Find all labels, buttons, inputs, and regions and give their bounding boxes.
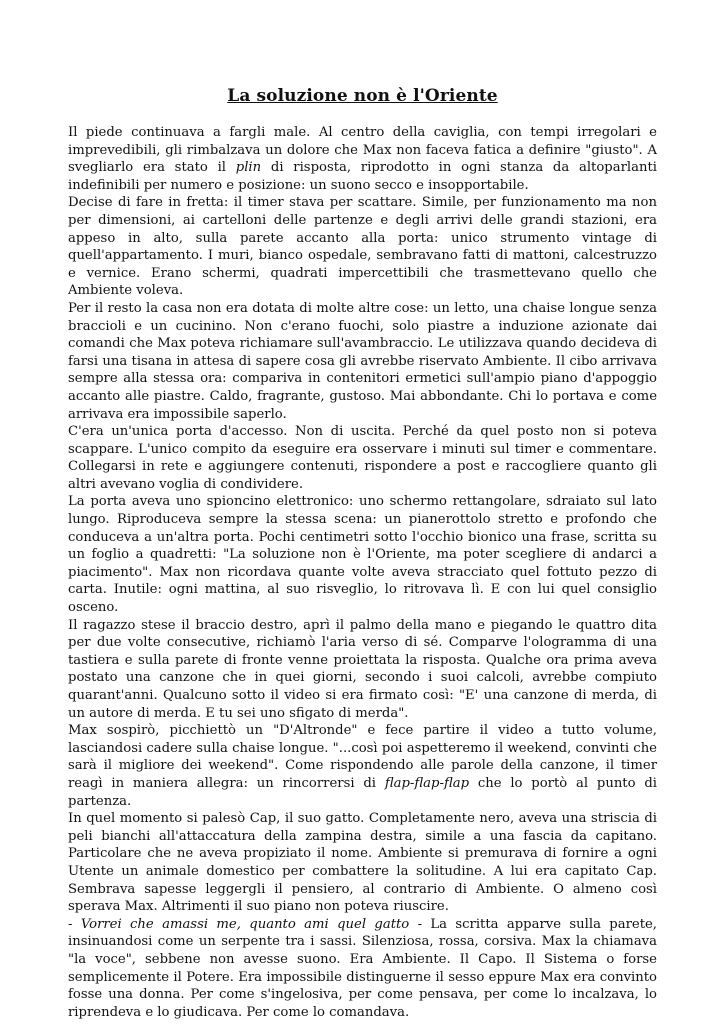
paragraph (68, 194, 657, 300)
paragraph (68, 300, 657, 423)
paragraph-text: In quel momento si palesò Cap, il suo gatto. Completamente nero, aveva una striscia di peli bianchi all'attaccatura della zampina destra, simile a una fascia da capitano. Particolare che ne aveva propiziato il nome. Ambiente si premurava di fornire a ogni Utente un animale domestico per combattere la solitudine. A lui era capitato Cap. Sembrava sapesse leggergli il pensiero, al contrario di Ambiente. O almeno così sperava Max. Altrimenti il suo piano non poteva riuscire. (68, 811, 657, 915)
paragraph (68, 722, 657, 810)
paragraph-text: Il ragazzo stese il braccio destro, aprì il palmo della mano e piegando le quattro dita per due volte consecutive, richiamò l'aria verso di sé. Comparve l'ologramma di una tastiera e sulla parete di fronte venne proiettata la risposta. Qualche ora prima aveva postato una canzone che in quei giorni, secondo i suoi calcoli, avrebbe compiuto quarant'anni. Qualcuno sotto il video si era firmato così: "E' una canzone di merda, di un autore di merda. E tu sei uno sfigato di merda". (68, 617, 657, 721)
paragraph-text: Per il resto la casa non era dotata di molte altre cose: un letto, una chaise longue senza braccioli e un cucinino. Non c'erano fuochi, solo piastre a induzione azionate dai comandi che Max poteva richiamare sull'avambraccio. Le utilizzava quando decideva di farsi una tisana in attesa di sapere cosa gli avrebbe riservato Ambiente. Il cibo arrivava sempre alla stessa ora: compariva in contenitori ermetici sull'ampio piano d'appoggio accanto alle piastre. Caldo, fragrante, gustoso. Mai abbondante. Chi lo portava e come arrivava era impossibile saperlo. (68, 300, 657, 422)
paragraph-text: C'era un'unica porta d'accesso. Non di uscita. Perché da quel posto non si poteva scappare. L'unico compito da eseguire era osservare i minuti sul timer e commentare. Collegarsi in rete e aggiungere contenuti, rispondere a post e raccogliere quanto gli altri avevano voglia di condividere. (68, 424, 657, 492)
paragraph-text: Il piede continuava a fargli male. Al centro della caviglia, con tempi irregolari e imprevedibili, gli rimbalzava un dolore che Max non faceva fatica a definire "giusto". A svegliarlo era stato il (68, 125, 657, 176)
italic-text: Vorrei che amassi me, quanto ami quel gatto (80, 916, 410, 932)
paragraph-text: Decise di fare in fretta: il timer stava per scattare. Simile, per funzionamento ma non per dimensioni, ai cartelloni delle partenze e degli arrivi delle grandi stazioni, era appeso in alto, sulla parete accanto alla porta: unico strumento vintage di quell'appartamento. I muri, bianco ospedale, sembravano fatti di mattoni, calcestruzzo e vernice. Erano schermi, quadrati impercettibili che trasmettevano quello che Ambiente voleva. (68, 195, 657, 299)
paragraph (68, 493, 657, 616)
paragraph (68, 810, 657, 916)
document-title: La soluzione non è l'Oriente (227, 86, 498, 106)
paragraph-text: - (68, 916, 81, 932)
paragraph (68, 916, 657, 1022)
paragraph-text: che lo portò al punto di partenza. (68, 775, 658, 809)
paragraph-text: - La scritta apparve sulla parete, insinuandosi come un serpente tra i sassi. Silenziosa, rossa, corsiva. Max la chiamava "la voce", sebbene non avesse suono. Era Ambiente. Il Capo. Il Sistema o forse semplicemente il Potere. Era impossibile distinguerne il sesso eppure Max era convinto fosse una donna. Per come s'ingelosiva, per come pensava, per come lo incalzava, lo riprendeva e lo giudicava. Per come lo comandava. (68, 916, 658, 1020)
paragraph (68, 617, 657, 723)
italic-text: flap-flap-flap (384, 775, 470, 791)
paragraph-text: Max sospirò, picchiettò un "D'Altronde" e fece partire il video a tutto volume, lasciandosi cadere sulla chaise longue. "...così poi aspetteremo il weekend, convinti che sarà il migliore dei weekend". Come rispondendo alle parole della canzone, il timer reagì in maniera allegra: un rincorrersi di (68, 723, 657, 791)
paragraph (68, 124, 657, 194)
italic-text: plin (235, 160, 262, 176)
document-body (68, 124, 657, 1021)
paragraph (68, 423, 657, 493)
paragraph-text: La porta aveva uno spioncino elettronico: uno schermo rettangolare, sdraiato sul lato lungo. Riproduceva sempre la stessa scena: un pianerottolo stretto e profondo che conduceva a un'altra porta. Pochi centimetri sotto l'occhio bionico una frase, scritta su un foglio a quadretti: "La soluzione non è l'Oriente, ma poter scegliere di andarci a piacimento". Max non ricordava quante volte aveva stracciato quel fottuto pezzo di carta. Inutile: ogni mattina, al suo risveglio, lo ritrovava lì. E con lui quel consiglio osceno. (68, 494, 657, 616)
paragraph-text: di risposta, riprodotto in ogni stanza da altoparlanti indefinibili per numero e posizione: un suono secco e insopportabile. (68, 160, 657, 193)
